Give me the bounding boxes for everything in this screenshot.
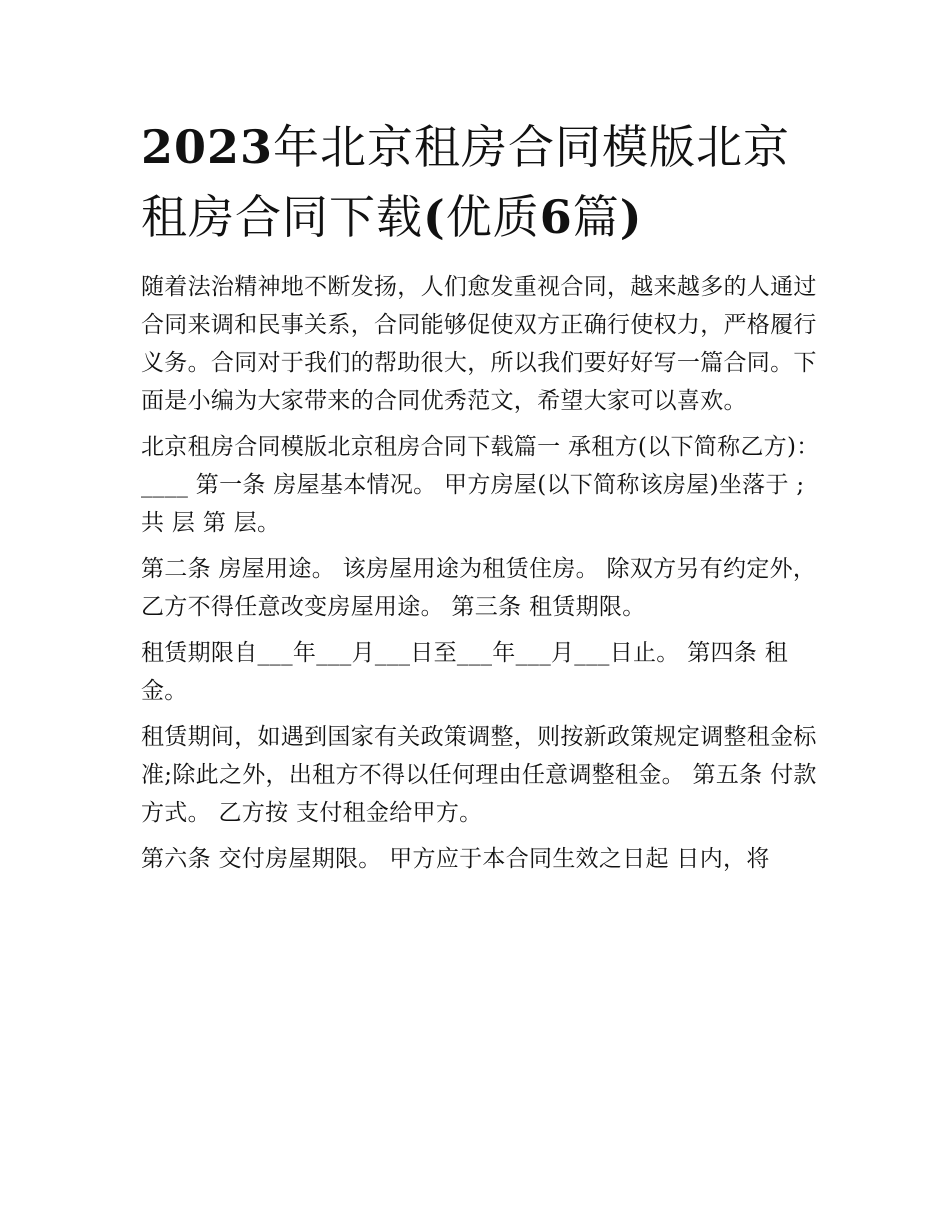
- contract-paragraph: 北京租房合同模版北京租房合同下载篇一 承租方(以下简称乙方)：____ 第一条 房屋基本情况。 甲方房屋(以下简称该房屋)坐落于 ;共 层 第 层。: [141, 434, 820, 536]
- contract-paragraph: 租赁期限自___年___月___日至___年___月___日止。 第四条 租金。: [141, 640, 789, 704]
- intro-paragraph: 随着法治精神地不断发扬，人们愈发重视合同，越来越多的人通过合同来调和民事关系，合同能够促使双方正确行使权力，严格履行义务。合同对于我们的帮助很大，所以我们要好好写一篇合同。下面是小编为大家带来的合同优秀范文，希望大家可以喜欢。: [141, 274, 817, 414]
- title-part: 年北京租房合同模版北京租房合同下载: [141, 120, 791, 244]
- document-title: [141, 112, 821, 252]
- title-part: ): [619, 190, 643, 244]
- title-part: (: [423, 190, 446, 244]
- title-part: 6: [539, 190, 573, 244]
- contract-paragraph: 第二条 房屋用途。 该房屋用途为租赁住房。 除双方另有约定外，乙方不得任意改变房屋用途。 第三条 租赁期限。: [141, 556, 817, 620]
- contract-paragraph: 第六条 交付房屋期限。 甲方应于本合同生效之日起 日内，将: [141, 846, 770, 872]
- title-part: 篇: [572, 190, 620, 244]
- document-body: [141, 112, 821, 886]
- contract-paragraph: 租赁期间，如遇到国家有关政策调整，则按新政策规定调整租金标准;除此之外，出租方不得以任何理由任意调整租金。 第五条 付款方式。 乙方按 支付租金给甲方。: [141, 724, 817, 826]
- title-part: 2023: [141, 120, 274, 174]
- title-part: 优质: [445, 190, 540, 244]
